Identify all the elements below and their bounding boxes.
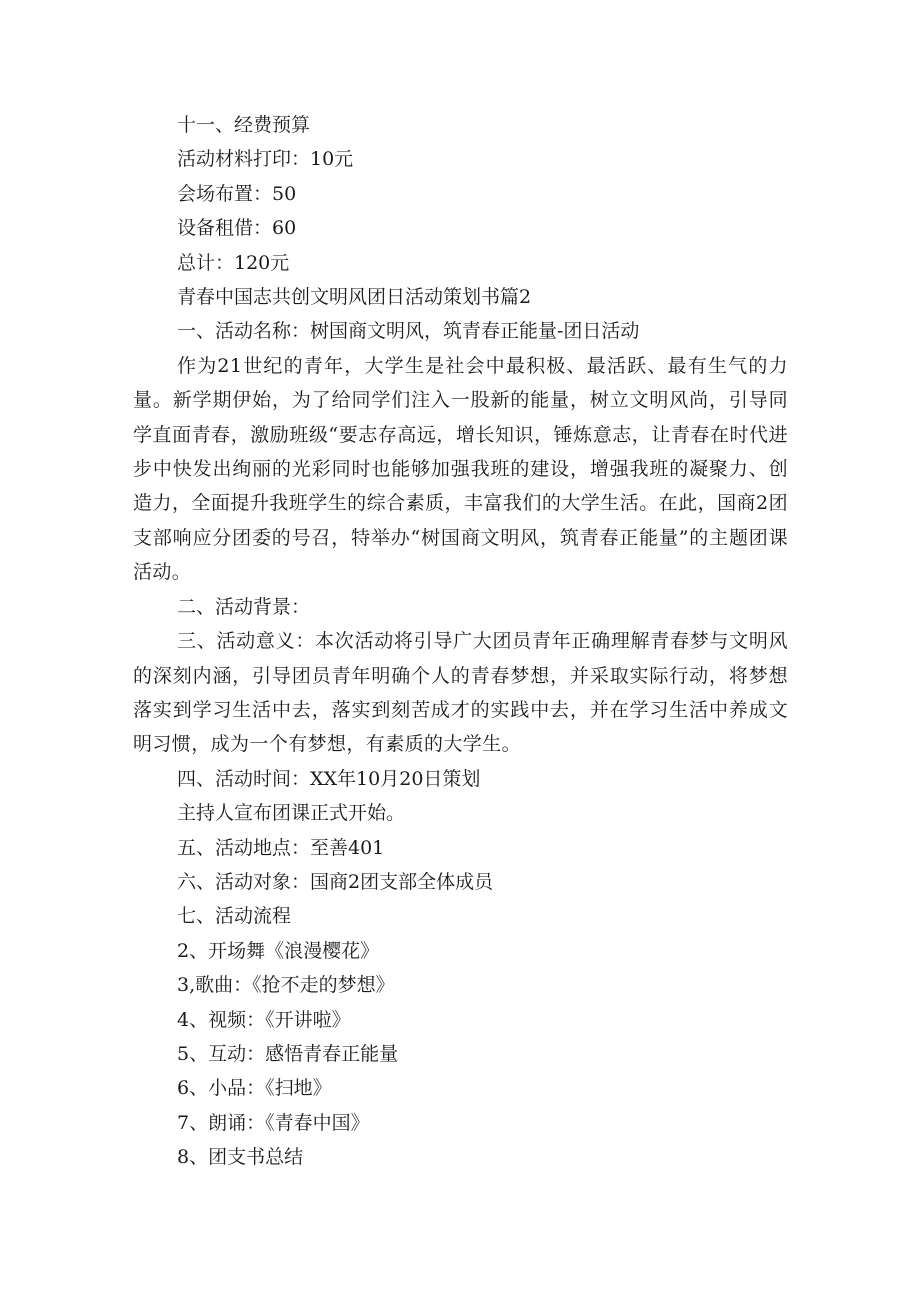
activity-time: 四、活动时间：XX年10月20日策划 xyxy=(177,767,481,790)
activity-location: 五、活动地点：至善401 xyxy=(177,836,385,859)
document-body xyxy=(133,108,788,1175)
activity-audience: 六、活动对象：国商2团支部全体成员 xyxy=(177,870,494,893)
budget-item-equipment: 设备租借：60 xyxy=(177,217,297,240)
significance-paragraph: 三、活动意义：本次活动将引导广大团员青年正确理解青春梦与文明风的深刻内涵，引导团员青年明确个人的青春梦想，并采取实际行动，将梦想落实到学习生活中去，落实到刻苦成才的实践中去，并在学习生活中养成文明习惯，成为一个有梦想，有素质的大学生。 xyxy=(133,630,788,756)
activity-background: 二、活动背景： xyxy=(177,595,311,618)
process-item: 6、小品：《扫地》 xyxy=(177,1077,332,1100)
process-item: 2、开场舞《浪漫樱花》 xyxy=(177,939,380,962)
budget-item-printing: 活动材料打印：10元 xyxy=(177,148,354,171)
host-line: 主持人宣布团课正式开始。 xyxy=(177,802,406,825)
section-title: 青春中国志共创文明风团日活动策划书篇2 xyxy=(177,286,532,309)
budget-item-venue: 会场布置：50 xyxy=(177,182,297,205)
process-heading: 七、活动流程 xyxy=(177,905,292,928)
process-item: 5、互动：感悟青春正能量 xyxy=(177,1042,399,1065)
budget-heading: 十一、经费预算 xyxy=(177,114,311,136)
intro-paragraph: 作为21世纪的青年，大学生是社会中最积极、最活跃、最有生气的力量。新学期伊始，为了给同学们注入一股新的能量，树立文明风尚，引导同学直面青春，激励班级“要志存高远，增长知识，锤炼意志，让青春在时代进步中快发出绚丽的光彩同时也能够加强我班的建设，增强我班的凝聚力、创造力，全面提升我班学生的综合素质，丰富我们的大学生活。在此，国商2团支部响应分团委的号召，特举办“树国商文明风，筑青春正能量”的主题团课活动。 xyxy=(133,354,788,584)
budget-item-total: 总计：120元 xyxy=(177,251,290,274)
process-item: 3,歌曲：《抢不走的梦想》 xyxy=(177,974,395,997)
process-item: 7、朗诵：《青春中国》 xyxy=(177,1111,370,1134)
process-item: 8、团支书总结 xyxy=(177,1146,304,1169)
process-item: 4、视频：《开讲啦》 xyxy=(177,1008,351,1031)
activity-name: 一、活动名称：树国商文明风，筑青春正能量-团日活动 xyxy=(177,320,640,343)
